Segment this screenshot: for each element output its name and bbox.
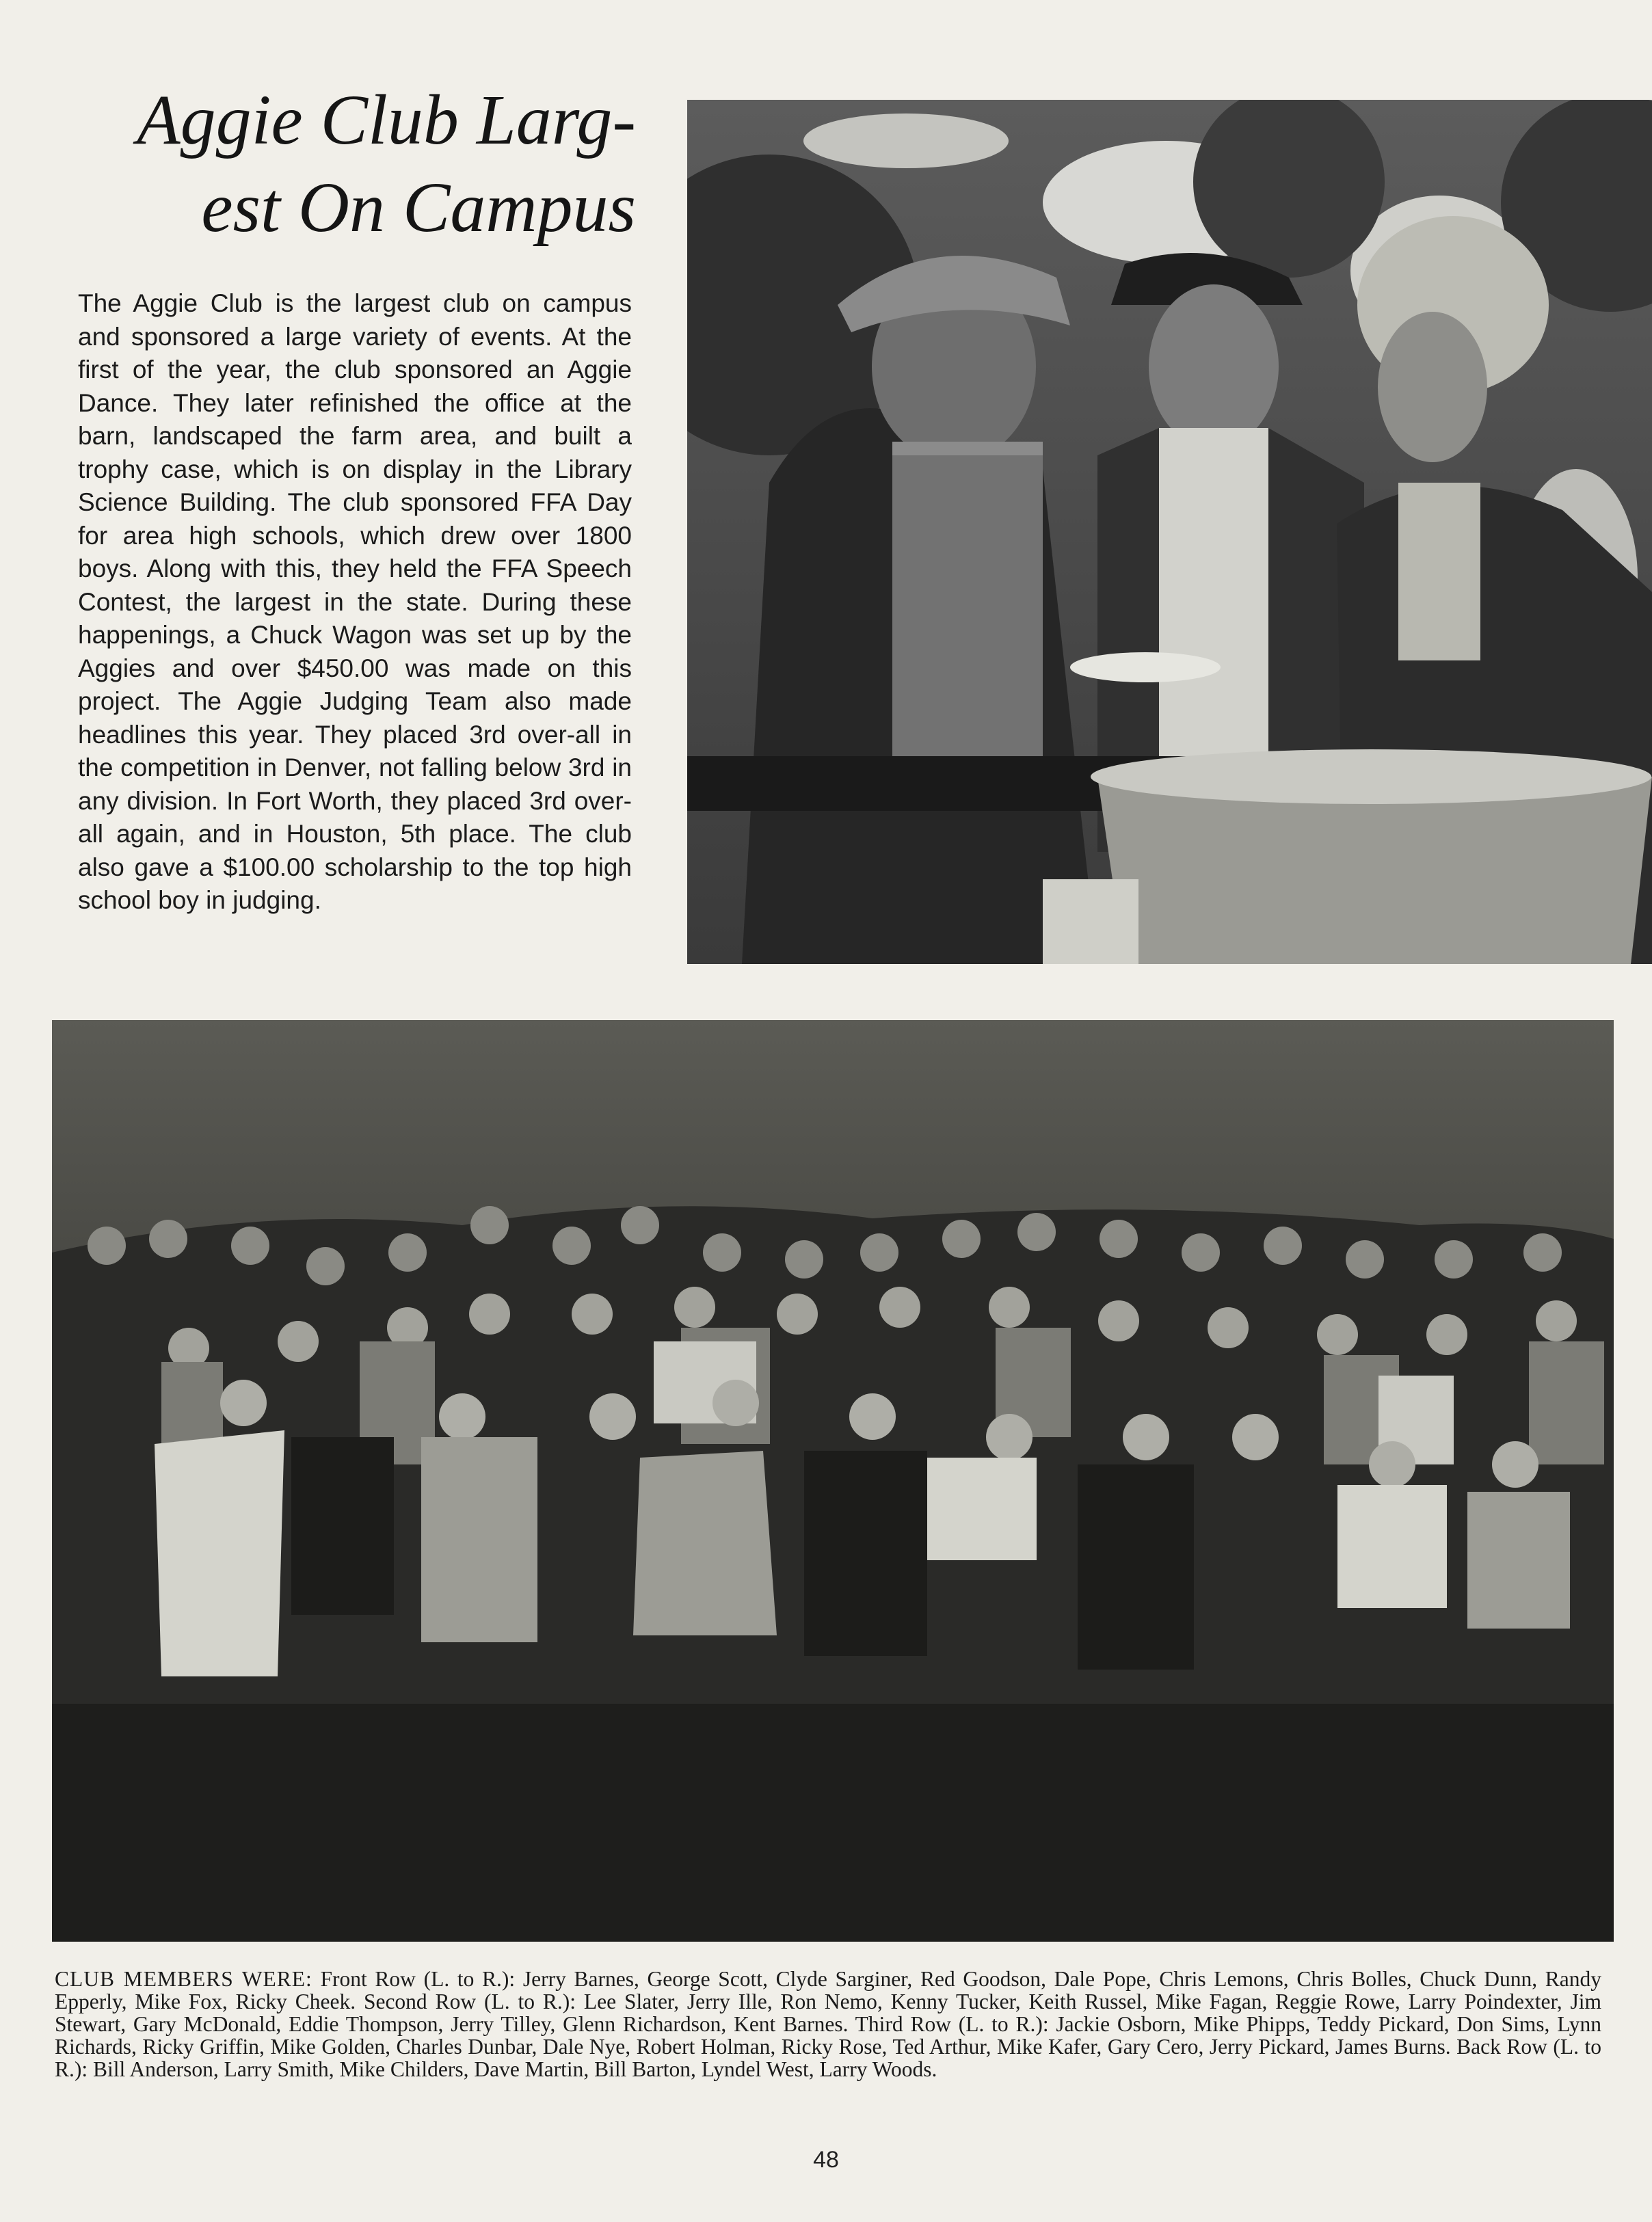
caption-text: Front Row (L. to R.): Jerry Barnes, George Scott, Clyde Sarginer, Red Goodson, Dale Pope, Chris Lemons, Chris Bolles, Chuck Dunn, Randy Epperly, Mike Fox, Ricky Cheek. Second Row (L. to R.): Lee Slater, Jerry Ille, Ron Nemo, Kenny Tucker, Keith Russel, Mike Fagan, Reggie Rowe, Larry Poindexter, Jim Stewart, Gary McDonald, Eddie Thompson, Jerry Tilley, Glenn Richardson, Kent Barnes. Third Row (L. to R.): Jackie Osborn, Mike Phipps, Teddy Pickard, Don Sims, Lynn Richards, Ricky Griffin, Mike Golden, Charles Dunbar, Dale Nye, Robert Holman, Ricky Rose, Ted Arthur, Mike Kafer, Gary Cero, Jerry Pickard, James Burns. Back Row (L. to R.): Bill Anderson, Larry Smith, Mike Childers, Dave Martin, Bill Barton, Lyndel West, Larry Woods. bbox=[55, 1967, 1601, 2081]
caption-lead: CLUB MEMBERS WERE: bbox=[55, 1967, 312, 1991]
page-title bbox=[75, 77, 636, 252]
title-line-2: est On Campus bbox=[201, 168, 636, 247]
page-number: 48 bbox=[813, 2147, 839, 2173]
article-body: The Aggie Club is the largest club on campus and sponsored a large variety of events. At the first of the year, the club sponsored an Aggie Dance. They later refinished the office at the barn, landscaped the farm area, and built a trophy case, which is on display in the Library Science Building. The club sponsored FFA Day for area high schools, which drew over 1800 boys. Along with this, they held the FFA Speech Contest, the largest in the state. During these happenings, a Chuck Wagon was set up by the Aggies and over $450.00 was made on this project. The Aggie Judging Team also made headlines this year. They placed 3rd over-all in the competition in Denver, not falling below 3rd in any division. In Fort Worth, they placed 3rd over-all again, and in Houston, 5th place. The club also gave a $100.00 scholarship to the top high school boy in judging. bbox=[78, 289, 632, 914]
photo-caption bbox=[55, 1968, 1601, 2080]
chuck-wagon-photo bbox=[687, 100, 1652, 964]
club-members-group-photo bbox=[52, 1020, 1614, 1942]
title-line-1: Aggie Club Larg- bbox=[137, 81, 636, 159]
